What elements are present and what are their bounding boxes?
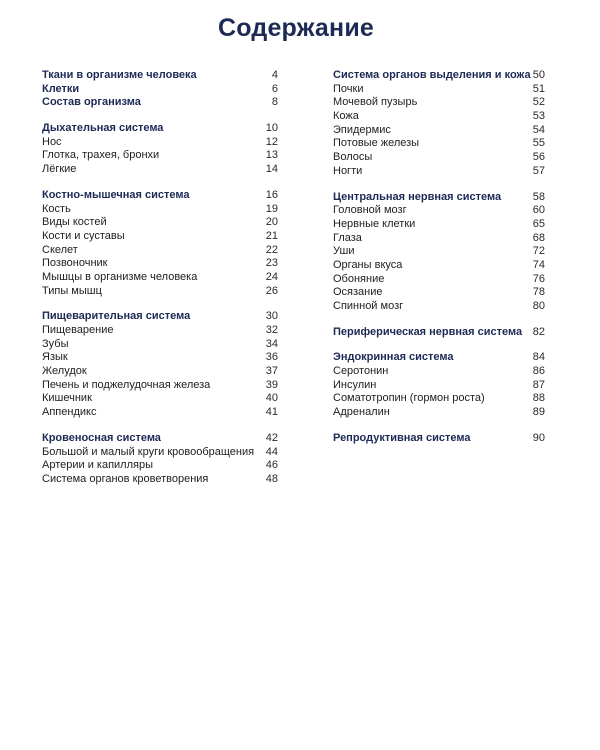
toc-entry[interactable]	[42, 392, 278, 406]
toc-entry-title: Типы мышц	[42, 284, 102, 297]
toc-page-number: 23	[265, 257, 278, 270]
toc-entry-title: Костно-мышечная система	[42, 188, 190, 201]
toc-entry[interactable]	[333, 232, 545, 246]
toc-page-number: 39	[265, 378, 278, 391]
toc-entry-title: Кость	[42, 202, 71, 215]
toc-page-number: 51	[532, 82, 545, 95]
toc-entry-title: Почки	[333, 82, 364, 95]
toc-page-number: 80	[532, 300, 545, 312]
toc-entry[interactable]	[333, 83, 545, 97]
toc-entry-title: Пищеварительная система	[42, 310, 191, 323]
toc-page-number: 89	[532, 406, 545, 419]
toc-entry[interactable]	[42, 149, 278, 163]
toc-section-heading[interactable]	[333, 69, 545, 83]
toc-page-number: 32	[265, 324, 278, 336]
toc-entry-title: Клетки	[42, 82, 80, 95]
toc-section	[42, 189, 278, 299]
toc-section-heading[interactable]	[42, 432, 278, 446]
toc-section-heading[interactable]	[42, 96, 278, 110]
toc-entry-title: Состав организма	[42, 96, 141, 109]
toc-entry-title: Обоняние	[333, 272, 385, 285]
toc-entry-title: Язык	[42, 351, 68, 364]
toc-entry-title: Мышцы в организме человека	[42, 270, 198, 283]
toc-entry[interactable]	[333, 245, 545, 259]
toc-entry-title: Кровеносная система	[42, 431, 161, 444]
toc-entry[interactable]	[42, 136, 278, 150]
toc-entry-title: Артерии и капилляры	[42, 459, 153, 472]
toc-entry-title: Кишечник	[42, 392, 92, 405]
toc-section	[333, 69, 545, 179]
toc-entry-title: Мочевой пузырь	[333, 96, 418, 109]
toc-entry[interactable]	[42, 163, 278, 177]
toc-page-number: 22	[265, 243, 278, 256]
toc-entry[interactable]	[333, 124, 545, 138]
toc-page-number: 13	[265, 149, 278, 162]
toc-entry-title: Позвоночник	[42, 257, 108, 270]
toc-page-number: 24	[265, 270, 278, 283]
toc-entry[interactable]	[333, 273, 545, 287]
toc-entry-title: Система органов выделения и кожа	[333, 69, 531, 81]
toc-page-number: 6	[271, 82, 278, 95]
toc-entry[interactable]	[333, 204, 545, 218]
toc-page-number: 14	[265, 163, 278, 176]
toc-page-number: 26	[265, 284, 278, 297]
toc-page-number: 57	[532, 164, 545, 177]
toc-page-number: 46	[265, 459, 278, 472]
toc-entry[interactable]	[333, 110, 545, 124]
toc-entry-title: Большой и малый круги кровообращения	[42, 445, 255, 458]
toc-section-heading[interactable]	[333, 432, 545, 446]
toc-entry[interactable]	[42, 338, 278, 352]
toc-entry[interactable]	[42, 473, 278, 487]
toc-entry-title: Скелет	[42, 243, 78, 256]
toc-section-heading[interactable]	[333, 351, 545, 365]
toc-section-heading[interactable]	[333, 326, 545, 340]
toc-entry-title: Кости и суставы	[42, 229, 125, 242]
toc-entry-title: Печень и поджелудочная железа	[42, 378, 211, 391]
toc-entry-title: Ткани в организме человека	[42, 69, 197, 81]
toc-section-heading[interactable]	[42, 310, 278, 324]
toc-entry-title: Глаза	[333, 231, 362, 244]
toc-entry-title: Желудок	[42, 365, 87, 378]
toc-section	[42, 69, 278, 110]
toc-entry[interactable]	[42, 230, 278, 244]
toc-page-number: 30	[265, 310, 278, 323]
toc-page-number: 8	[271, 96, 278, 109]
toc-section	[42, 310, 278, 420]
toc-section	[333, 326, 545, 340]
toc-page-number: 82	[532, 325, 545, 338]
toc-page-number: 21	[265, 229, 278, 242]
toc-entry-title: Система органов кроветворения	[42, 472, 209, 485]
toc-page-number: 10	[265, 122, 278, 135]
toc-entry-title: Серотонин	[333, 365, 389, 378]
toc-entry-title: Виды костей	[42, 216, 107, 229]
toc-entry[interactable]	[42, 285, 278, 299]
toc-section	[333, 351, 545, 419]
toc-page-number: 37	[265, 365, 278, 378]
toc-entry-title: Органы вкуса	[333, 258, 403, 271]
toc-section-heading[interactable]	[42, 189, 278, 203]
toc-section-heading[interactable]	[333, 191, 545, 205]
toc-entry[interactable]	[42, 459, 278, 473]
toc-page-number: 56	[532, 151, 545, 164]
toc-entry[interactable]	[42, 203, 278, 217]
toc-entry-title: Головной мозг	[333, 204, 407, 217]
toc-entry-title: Дыхательная система	[42, 122, 164, 135]
toc-page-number: 34	[265, 337, 278, 350]
toc-entry-title: Кожа	[333, 110, 359, 123]
toc-page-number: 87	[532, 378, 545, 391]
toc-entry[interactable]	[333, 259, 545, 273]
toc-page-number: 60	[532, 204, 545, 217]
toc-entry-title: Пищеварение	[42, 324, 114, 336]
toc-entry-title: Центральная нервная система	[333, 190, 502, 203]
toc-column-left	[42, 69, 278, 499]
toc-entry-title: Зубы	[42, 337, 69, 350]
toc-entry-title: Нос	[42, 135, 62, 148]
toc-page-number: 40	[265, 392, 278, 405]
toc-entry[interactable]	[42, 365, 278, 379]
toc-entry-title: Эндокринная система	[333, 351, 454, 364]
toc-entry[interactable]	[42, 351, 278, 365]
toc-entry-title: Нервные клетки	[333, 217, 416, 230]
toc-page-number: 36	[265, 351, 278, 364]
page-title: Содержание	[217, 14, 375, 42]
toc-entry[interactable]	[333, 392, 545, 406]
toc-entry[interactable]	[42, 324, 278, 338]
toc-page-number: 55	[532, 137, 545, 150]
toc-page-number: 20	[265, 216, 278, 229]
toc-page-number: 86	[532, 365, 545, 378]
toc-entry[interactable]	[333, 300, 545, 314]
toc-section-heading[interactable]	[42, 122, 278, 136]
toc-entry[interactable]	[42, 216, 278, 230]
toc-column-right	[333, 69, 545, 458]
toc-page-number: 19	[265, 202, 278, 215]
toc-entry-title: Спинной мозг	[333, 300, 404, 312]
toc-section-heading[interactable]	[42, 83, 278, 97]
toc-entry[interactable]	[42, 379, 278, 393]
toc-entry[interactable]	[333, 165, 545, 179]
toc-section	[333, 432, 545, 446]
toc-page-number: 90	[532, 431, 545, 444]
toc-page-number: 68	[532, 231, 545, 244]
toc-page-number: 42	[265, 431, 278, 444]
toc-entry-title: Адреналин	[333, 406, 390, 419]
toc-page-number: 65	[532, 217, 545, 230]
toc-page-number: 72	[532, 245, 545, 258]
toc-entry-title: Соматотропин (гормон роста)	[333, 392, 485, 405]
toc-entry-title: Аппендикс	[42, 406, 97, 419]
toc-page-number: 58	[532, 190, 545, 203]
toc-page-number: 50	[532, 69, 545, 81]
toc-page-number: 74	[532, 258, 545, 271]
toc-entry[interactable]	[333, 379, 545, 393]
toc-entry-title: Потовые железы	[333, 137, 420, 150]
toc-entry[interactable]	[333, 218, 545, 232]
toc-page-number: 12	[265, 135, 278, 148]
toc-entry-title: Репродуктивная система	[333, 431, 471, 444]
toc-page-number: 16	[265, 188, 278, 201]
toc-entry[interactable]	[333, 406, 545, 420]
toc-entry-title: Волосы	[333, 151, 373, 164]
toc-section	[42, 432, 278, 487]
toc-page-number: 54	[532, 123, 545, 136]
toc-page-number: 53	[532, 110, 545, 123]
toc-page-number: 78	[532, 286, 545, 299]
toc-section	[333, 191, 545, 314]
toc-entry-title: Уши	[333, 245, 355, 258]
toc-page-number: 4	[271, 69, 278, 81]
toc-entry-title: Эпидермис	[333, 123, 391, 136]
toc-entry[interactable]	[42, 257, 278, 271]
toc-entry-title: Ногти	[333, 164, 363, 177]
toc-entry-title: Периферическая нервная система	[333, 325, 523, 338]
toc-page-number: 44	[265, 445, 278, 458]
toc-page-number: 41	[265, 406, 278, 419]
toc-entry[interactable]	[333, 96, 545, 110]
toc-section-heading[interactable]	[42, 69, 278, 83]
toc-page-number: 76	[532, 272, 545, 285]
toc-entry[interactable]	[333, 365, 545, 379]
toc-entry[interactable]	[333, 286, 545, 300]
toc-page-number: 88	[532, 392, 545, 405]
toc-entry-title: Лёгкие	[42, 163, 77, 176]
toc-entry[interactable]	[42, 271, 278, 285]
toc-section	[42, 122, 278, 177]
toc-entry-title: Осязание	[333, 286, 383, 299]
toc-entry-title: Глотка, трахея, бронхи	[42, 149, 160, 162]
toc-entry-title: Инсулин	[333, 378, 377, 391]
toc-entry[interactable]	[42, 244, 278, 258]
toc-page-number: 48	[265, 472, 278, 485]
toc-entry[interactable]	[333, 151, 545, 165]
toc-entry[interactable]	[333, 137, 545, 151]
toc-entry[interactable]	[42, 446, 278, 460]
toc-entry[interactable]	[42, 406, 278, 420]
toc-page-number: 84	[532, 351, 545, 364]
toc-page-number: 52	[532, 96, 545, 109]
